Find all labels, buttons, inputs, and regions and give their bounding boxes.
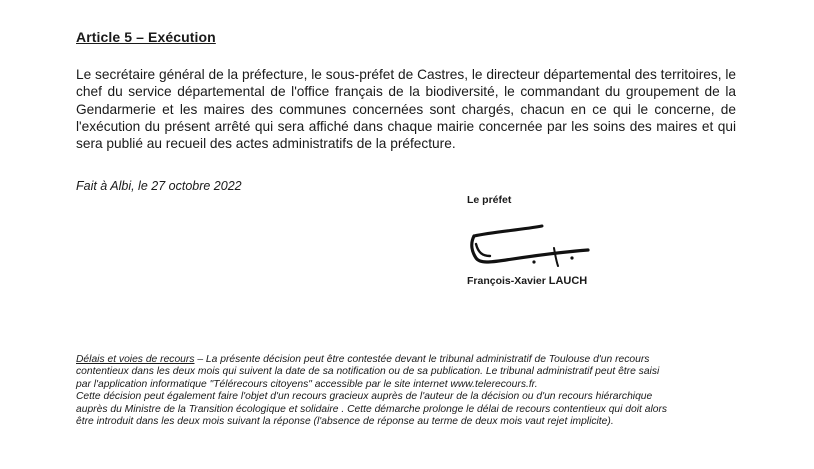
- signatory-title: Le préfet: [467, 194, 512, 206]
- signatory-first-names: François-Xavier: [467, 275, 546, 287]
- signatory-last-name: LAUCH: [548, 275, 588, 287]
- handwritten-signature: [462, 222, 592, 274]
- appeal-line-4: Cette décision peut également faire l'objet d'un recours gracieux auprès de l'auteur de la décision ou d'un recours hiérarchique: [76, 391, 653, 403]
- appeal-notice: [76, 354, 746, 428]
- appeal-heading: Délais et voies de recours: [76, 354, 195, 365]
- article-title: Article 5 – Exécution: [76, 29, 216, 45]
- appeal-line-6: être introduit dans les deux mois suivant la réponse (l'absence de réponse au terme de deux mois vaut rejet implicite).: [76, 416, 614, 428]
- article-body: Le secrétaire général de la préfecture, le sous-préfet de Castres, le directeur départemental des territoires, le chef du service départemental de l'office français de la biodiversité, le commandant du groupement de la Gendarmerie et les maires des communes concernées sont chargés, chacun en ce qui le concerne, de l'exécution du présent arrêté qui sera affiché dans chaque mairie concernée par les soins des maires et qui sera publié au recueil des actes administratifs de la préfecture.: [76, 67, 736, 152]
- place-date: Fait à Albi, le 27 octobre 2022: [76, 179, 242, 193]
- appeal-line-1-text: – La présente décision peut être contestée devant le tribunal administratif de Toulouse d'un recours: [194, 354, 650, 365]
- appeal-line-1: [76, 354, 746, 366]
- appeal-line-3: par l'application informatique "Télérecours citoyens" accessible par le site internet www.telerecours.fr.: [76, 378, 538, 390]
- signatory-name: [467, 275, 587, 287]
- appeal-line-2: contentieux dans les deux mois qui suivent la date de sa notification ou de sa publication. Le tribunal administratif peut être saisi: [76, 366, 660, 378]
- appeal-line-5: auprès du Ministre de la Transition écologique et solidaire . Cette démarche prolonge le délai de recours contentieux qui doit alors: [76, 403, 668, 415]
